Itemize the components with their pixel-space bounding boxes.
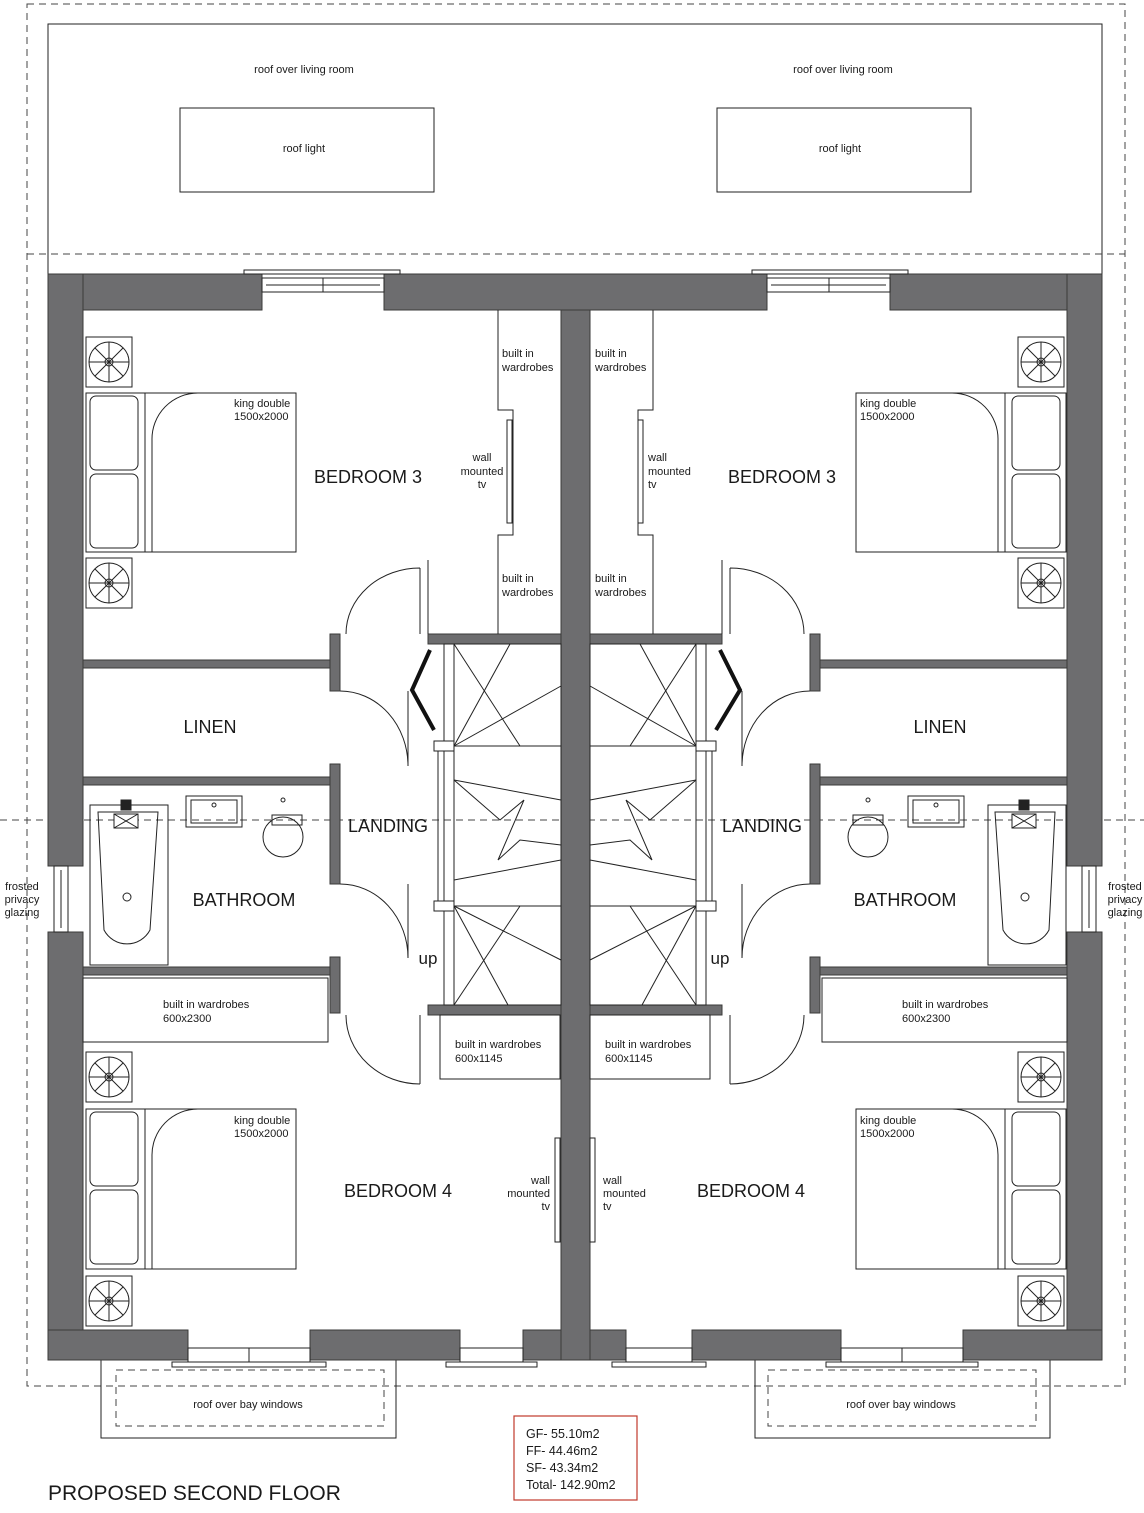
partition: [330, 634, 340, 691]
bath-icon: [90, 800, 168, 965]
tv-icon: [555, 1138, 560, 1242]
roof-light-label-right: roof light: [818, 143, 862, 155]
bath-icon: [988, 800, 1066, 965]
frosted-glazing-label: privacy: [1107, 894, 1143, 906]
wardrobe-label: built in: [502, 348, 534, 360]
roof-label-left: roof over living room: [254, 64, 354, 76]
stair-up-label: up: [710, 949, 730, 968]
partition: [810, 634, 820, 691]
tv-label: mounted: [460, 466, 504, 478]
tv-icon: [590, 1138, 595, 1242]
bed-size-label: king double: [234, 398, 291, 410]
frosted-glazing-label: glazing: [1107, 907, 1143, 919]
party-wall: [561, 310, 590, 1360]
room-label-bedroom3-left: BEDROOM 3: [313, 467, 423, 487]
wall-right-upper: [1067, 274, 1102, 866]
window-icon: [172, 1348, 326, 1367]
wall-top-left-b: [384, 274, 767, 310]
radiator-icon: [1018, 1052, 1064, 1102]
partition: [330, 957, 340, 1013]
frosted-glazing-label: frosted: [1108, 881, 1142, 893]
room-label-bedroom3-right: BEDROOM 3: [727, 467, 837, 487]
wardrobe-short-label: built in wardrobes: [455, 1039, 542, 1051]
partition: [428, 1005, 561, 1015]
wall-bottom-4: [692, 1330, 841, 1360]
roof-living-room-outline: [48, 24, 1102, 274]
wall-left-upper: [48, 274, 83, 866]
wardrobe-label: built in: [595, 573, 627, 585]
toilet-icon: [263, 798, 303, 857]
basin-icon: [908, 796, 964, 827]
bay-roof-label-right: roof over bay windows: [846, 1399, 956, 1411]
tv-label: tv: [603, 1201, 612, 1213]
room-label-bedroom4-left: BEDROOM 4: [343, 1181, 453, 1201]
partition: [810, 660, 1067, 668]
window-icon: [1082, 866, 1096, 932]
window-icon: [826, 1348, 978, 1367]
window-icon: [446, 1348, 537, 1367]
tv-label: tv: [648, 479, 657, 491]
stair-balustrade: [412, 650, 434, 730]
room-label-landing-left: LANDING: [347, 816, 429, 836]
tv-label: wall: [531, 1175, 550, 1187]
wardrobe-label: built in: [502, 573, 534, 585]
tv-label: mounted: [603, 1188, 646, 1200]
bay-roof-left-inner: [116, 1370, 384, 1426]
wardrobe-long-label: built in wardrobes: [163, 999, 250, 1011]
basin-icon: [186, 796, 242, 827]
tv-label: tv: [477, 479, 487, 491]
wardrobe-short-label: built in wardrobes: [605, 1039, 692, 1051]
radiator-icon: [86, 558, 132, 608]
window-icon: [612, 1348, 706, 1367]
radiator-icon: [1018, 1276, 1064, 1326]
window-icon: [752, 270, 908, 292]
window-icon: [54, 866, 68, 932]
toilet-icon: [848, 798, 888, 857]
bed-size-label: king double: [860, 1115, 917, 1127]
wardrobe-long-label: built in wardrobes: [902, 999, 989, 1011]
tv-label: wall: [472, 452, 492, 464]
stair-balustrade: [716, 650, 740, 730]
frosted-glazing-label: privacy: [4, 894, 40, 906]
tv-icon: [638, 420, 643, 523]
tv-label: wall: [603, 1175, 622, 1187]
tv-label: mounted: [507, 1188, 550, 1200]
stair-up-label: up: [418, 949, 438, 968]
partition: [83, 660, 340, 668]
tv-icon: [507, 420, 512, 523]
wardrobe-long-label: 600x2300: [163, 1013, 212, 1025]
bay-roof-right-inner: [768, 1370, 1036, 1426]
room-label-bathroom-left: BATHROOM: [192, 890, 296, 910]
wardrobe-label: wardrobes: [502, 587, 554, 599]
bed-size-label: 1500x2000: [860, 1128, 915, 1140]
partition: [590, 634, 722, 644]
radiator-icon: [86, 1276, 132, 1326]
wardrobe-label: built in: [595, 348, 627, 360]
bed-size-label: king double: [234, 1115, 291, 1127]
partition: [590, 1005, 722, 1015]
partition: [810, 764, 820, 884]
wall-right-lower: [1067, 932, 1102, 1360]
tv-label: wall: [648, 452, 667, 464]
frosted-glazing-label: frosted: [5, 881, 39, 893]
drawing-title: PROPOSED SECOND FLOOR: [48, 1482, 341, 1505]
wall-bottom-5: [963, 1330, 1102, 1360]
room-label-linen-right: LINEN: [913, 717, 967, 737]
wardrobe-label: wardrobes: [595, 362, 647, 374]
bed-size-label: king double: [860, 398, 917, 410]
bed-size-label: 1500x2000: [234, 1128, 289, 1140]
wall-bottom-1: [48, 1330, 188, 1360]
partition: [810, 957, 820, 1013]
window-icon: [244, 270, 400, 292]
radiator-icon: [1018, 337, 1064, 387]
partition: [810, 777, 1067, 785]
wardrobe-label: wardrobes: [595, 587, 647, 599]
tv-label: tv: [541, 1201, 550, 1213]
area-sf: SF- 43.34m2: [526, 1461, 599, 1475]
wardrobe-short-label: 600x1145: [455, 1053, 503, 1065]
partition: [810, 967, 1067, 975]
area-total: Total- 142.90m2: [526, 1478, 616, 1492]
radiator-icon: [86, 337, 132, 387]
stair-icon: [590, 644, 716, 1005]
frosted-glazing-label: glazing: [4, 907, 40, 919]
area-ff: FF- 44.46m2: [526, 1444, 598, 1458]
bed-size-label: 1500x2000: [234, 411, 289, 423]
wardrobe-short-label: 600x1145: [605, 1053, 653, 1065]
room-label-bedroom4-right: BEDROOM 4: [696, 1181, 806, 1201]
radiator-icon: [86, 1052, 132, 1102]
room-label-linen-left: LINEN: [183, 717, 237, 737]
room-label-bathroom-right: BATHROOM: [853, 890, 957, 910]
partition: [428, 634, 561, 644]
wardrobe-label: wardrobes: [502, 362, 554, 374]
wardrobe-long-label: 600x2300: [902, 1013, 951, 1025]
partition: [330, 764, 340, 884]
roof-label-right: roof over living room: [793, 64, 893, 76]
wall-left-lower: [48, 932, 83, 1360]
radiator-icon: [1018, 558, 1064, 608]
stair-icon: [434, 644, 561, 1005]
wall-bottom-2: [310, 1330, 460, 1360]
room-label-landing-right: LANDING: [721, 816, 803, 836]
tv-label: mounted: [648, 466, 691, 478]
partition: [83, 777, 340, 785]
roof-light-label-left: roof light: [282, 143, 326, 155]
partition: [83, 967, 340, 975]
bay-roof-label-left: roof over bay windows: [193, 1399, 303, 1411]
area-gf: GF- 55.10m2: [526, 1427, 600, 1441]
bed-size-label: 1500x2000: [860, 411, 915, 423]
